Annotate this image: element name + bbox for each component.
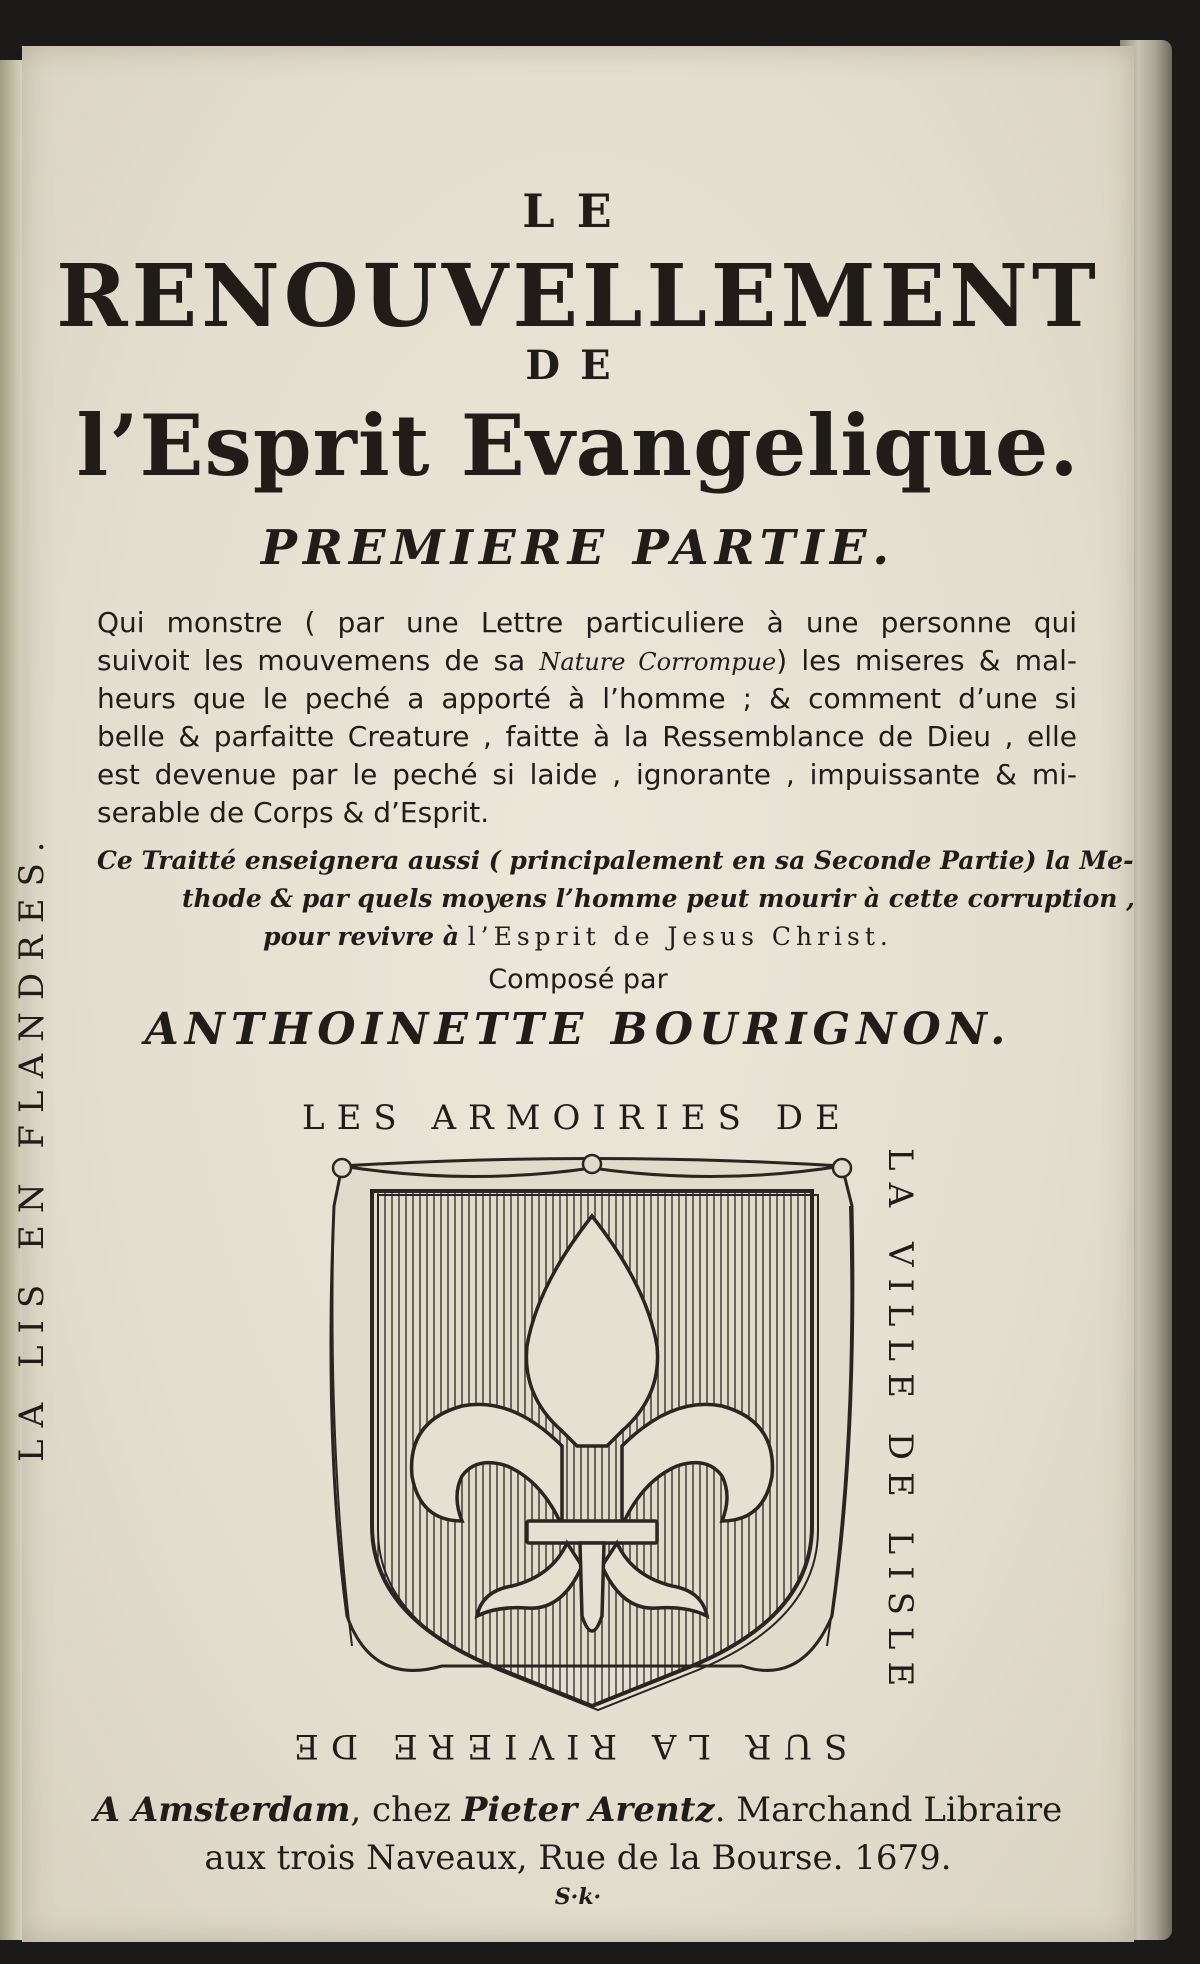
arms-caption-bottom: SUR LA RIVIERE DE xyxy=(282,1726,848,1766)
description-line-6: serable de Corps & d’Esprit. xyxy=(97,796,490,829)
author-name: ANTHOINETTE BOURIGNON. xyxy=(144,1004,1012,1055)
arms-caption-right: LA VILLE DE LISLE xyxy=(880,1148,920,1699)
imprint-line-2: aux trois Naveaux, Rue de la Bourse. 1679. xyxy=(204,1838,952,1878)
arms-caption-top: LES ARMOIRIES DE xyxy=(302,1098,852,1138)
imprint-text: , chez xyxy=(350,1790,462,1830)
imprint-place: A Amsterdam xyxy=(93,1790,351,1830)
title-line-renouvellement: RENOUVELLEMENT xyxy=(56,246,1100,347)
description-italic: Nature Corrompue xyxy=(539,648,777,676)
description-line-2 xyxy=(97,642,1077,681)
title-line-de: DE xyxy=(525,342,631,389)
description-line-3: heurs que le peché a apporté à l’homme ; & comment d’une si xyxy=(97,682,1077,715)
signature-mark: S·k· xyxy=(554,1884,602,1910)
coat-of-arms-shield xyxy=(312,1146,872,1716)
imprint-printer: Pieter Arentz xyxy=(461,1790,715,1830)
description-line-1: Qui monstre ( par une Lettre particuliere à une personne qui xyxy=(97,606,1077,639)
method-text: pour revivre à xyxy=(263,922,468,951)
description-text: suivoit les mouvemens de sa xyxy=(97,644,540,677)
description-line-5: est devenue par le peché si laide , ignorante , impuissante & mi- xyxy=(97,758,1077,791)
arms-caption-right-wrap xyxy=(874,1148,918,1708)
title-line-esprit: l’Esprit Evangelique. xyxy=(76,396,1080,495)
method-line-1: Ce Traitté enseignera aussi ( principalement en sa Seconde Partie) la Me- xyxy=(97,846,1134,875)
imprint-text: . Marchand Libraire xyxy=(714,1790,1063,1830)
composed-by: Composé par xyxy=(488,964,668,995)
arms-caption-left: LA LIS EN FLANDRES. xyxy=(12,829,52,1462)
description-text: ) les miseres & mal- xyxy=(776,644,1078,677)
method-line-2: thode & par quels moyens l’homme peut mourir à cette corruption , xyxy=(182,884,1135,913)
method-smallcaps: l’Esprit de Jesus Christ. xyxy=(467,922,893,951)
part-heading: PREMIERE PARTIE. xyxy=(260,520,896,576)
title-line-le: LE xyxy=(522,184,634,238)
method-line-3 xyxy=(22,922,1134,951)
imprint-line-1 xyxy=(22,1790,1134,1830)
title-page xyxy=(12,46,1135,1942)
description-line-4: belle & parfaitte Creature , faitte à la Ressemblance de Dieu , elle xyxy=(97,720,1077,753)
